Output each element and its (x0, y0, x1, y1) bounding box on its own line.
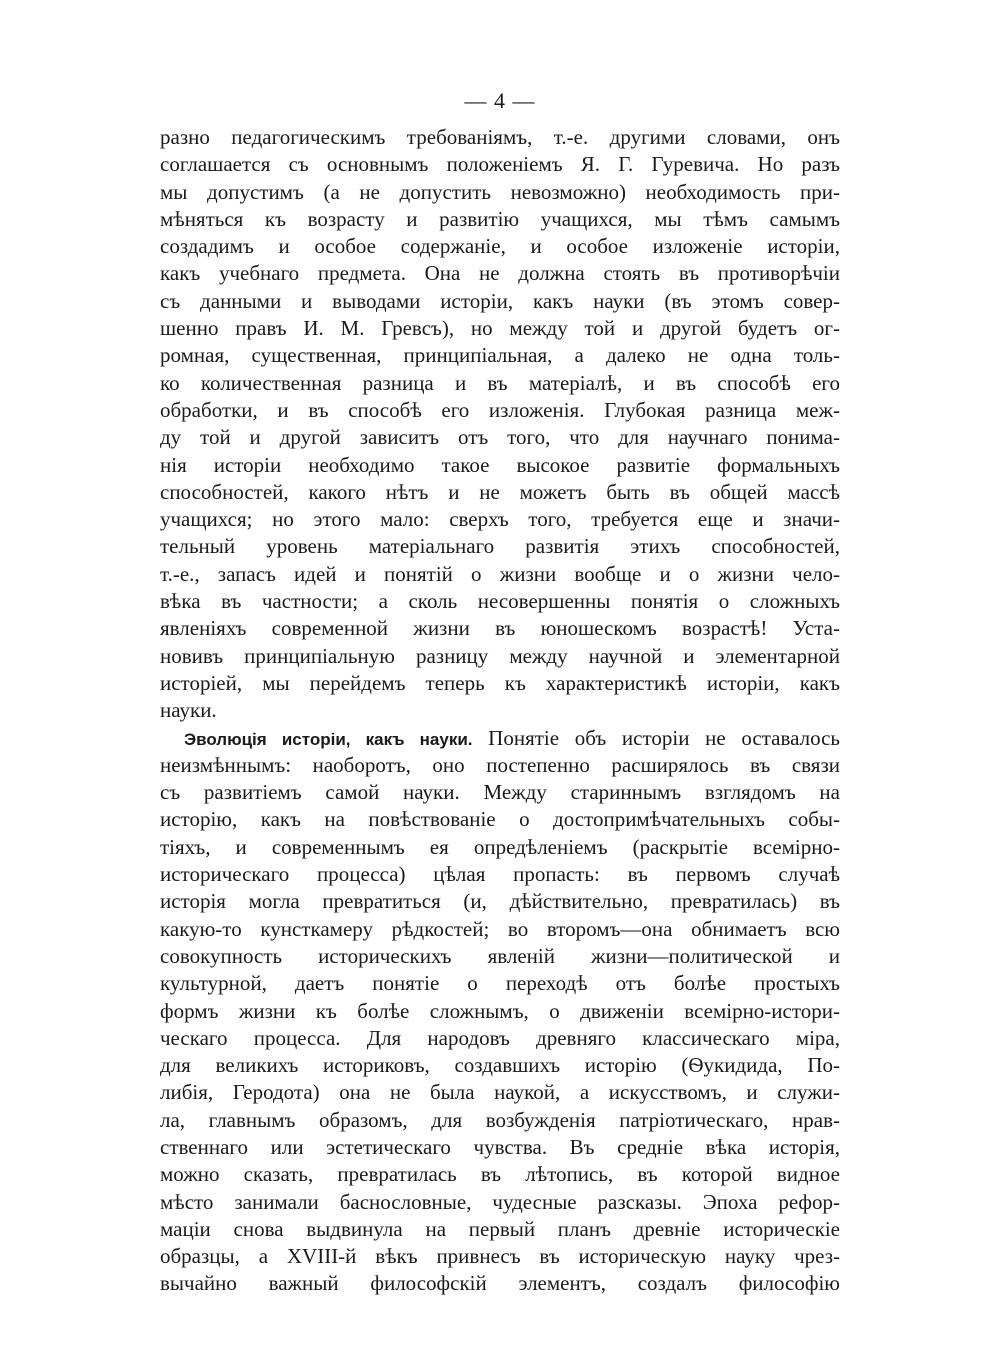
text-line: съ данными и выводами исторіи, какъ науки (въ этомъ совер- (160, 288, 840, 313)
heading-line-text: Понятіе объ исторіи не оставалось (472, 725, 840, 750)
text-line: какъ учебнаго предмета. Она не должна стоять въ противорѣчіи (160, 261, 840, 286)
text-line: разно педагогическимъ требованіямъ, т.-е. другими словами, онъ (160, 125, 840, 149)
text-line: обработки, и въ способѣ его изложенія. Глубокая разница меж- (160, 397, 840, 422)
text-line: тельный уровень матеріальнаго развитія этихъ способностей, (160, 534, 840, 559)
text-line: нія исторіи необходимо такое высокое развитіе формальныхъ (160, 452, 840, 477)
text-line: либія, Геродота) она не была наукой, а искусствомъ, и служи- (160, 1080, 840, 1105)
page-number: — 4 — (464, 88, 536, 113)
text-line: образцы, а XVIII-й вѣкъ привнесъ въ историческую науку чрез- (160, 1244, 840, 1269)
text-line: ромная, существенная, принципіальная, а далеко не одна толь- (160, 343, 840, 368)
text-line: шенно правъ И. М. Гревсъ), но между той и другой будетъ ог- (160, 316, 840, 341)
text-line: способностей, какого нѣтъ и не можетъ быть въ общей массѣ (160, 479, 840, 504)
text-line: культурной, даетъ понятіе о переходѣ отъ болѣе простыхъ (160, 971, 840, 996)
section-heading: Эволюція исторіи, какъ науки. (184, 729, 473, 749)
text-line: съ развитіемъ самой науки. Между стариннымъ взглядомъ на (160, 780, 840, 805)
text-line: вычайно важный философскій элементъ, создалъ философію (160, 1271, 840, 1296)
text-line: мѣняться къ возрасту и развитію учащихся, мы тѣмъ самымъ (160, 206, 840, 231)
text-line: соглашается съ основнымъ положеніемъ Я. Г. Гуревича. Но разъ (160, 152, 840, 177)
text-line: мы допустимъ (а не допустить невозможно) необходимость при- (160, 179, 840, 204)
text-line (160, 725, 840, 752)
text-line: ла, главнымъ образомъ, для возбужденія патріотическаго, нрав- (160, 1107, 840, 1132)
text-line: ду той и другой зависитъ отъ того, что для научнаго понима- (160, 425, 840, 450)
text-line: явленіяхъ современной жизни въ юношескомъ возрастѣ! Уста- (160, 616, 840, 641)
text-line: исторія могла превратиться (и, дѣйствительно, превратилась) въ (160, 889, 840, 914)
text-line: науки. (160, 698, 217, 723)
text-line: создадимъ и особое содержаніе, и особое изложеніе исторіи, (160, 234, 840, 259)
text-line: какую-то кунсткамеру рѣдкостей; во второмъ—она обнимаетъ всю (160, 916, 840, 941)
text-line: новивъ принципіальную разницу между научной и элементарной (160, 643, 840, 668)
text-line: ственнаго или эстетическаго чувства. Въ средніе вѣка исторія, (160, 1134, 840, 1159)
text-line: ко количественная разница и въ матеріалѣ, и въ способѣ его (160, 370, 840, 395)
text-line: формъ жизни къ болѣе сложнымъ, о движеніи всемірно-истори- (160, 998, 840, 1023)
text-line: мѣсто занимали баснословные, чудесные разсказы. Эпоха рефор- (160, 1189, 840, 1214)
text-line: для великихъ историковъ, создавшихъ исторію (Ѳукидида, По- (160, 1053, 840, 1078)
text-line: тіяхъ, и современнымъ ея опредѣленіемъ (раскрытіе всемірно- (160, 834, 840, 859)
text-line: ческаго процесса. Для народовъ древняго классическаго міра, (160, 1025, 840, 1050)
paragraph-1 (160, 124, 840, 725)
text-line: учащихся; но этого мало: сверхъ того, требуется еще и значи- (160, 507, 840, 532)
text-line: историческаго процесса) цѣлая пропасть: въ первомъ случаѣ (160, 862, 840, 887)
paragraph-2 (160, 725, 840, 1298)
text-line: исторію, какъ на повѣствованіе о достопримѣчательныхъ собы- (160, 807, 840, 832)
text-line: исторіей, мы перейдемъ теперь къ характеристикѣ исторіи, какъ (160, 670, 840, 695)
text-line: можно сказать, превратилась въ лѣтопись, въ которой видное (160, 1162, 840, 1187)
text-line: неизмѣннымъ: наоборотъ, оно постепенно расширялось въ связи (160, 752, 840, 777)
text-line: совокупность историческихъ явленій жизни—политической и (160, 943, 840, 968)
body-text (160, 124, 840, 1298)
text-line: т.-е., запасъ идей и понятій о жизни вообще и о жизни чело- (160, 561, 840, 586)
text-line: маціи снова выдвинула на первый планъ древніе историческіе (160, 1216, 840, 1241)
text-line: вѣка въ частности; а сколь несовершенны понятія о сложныхъ (160, 589, 840, 614)
